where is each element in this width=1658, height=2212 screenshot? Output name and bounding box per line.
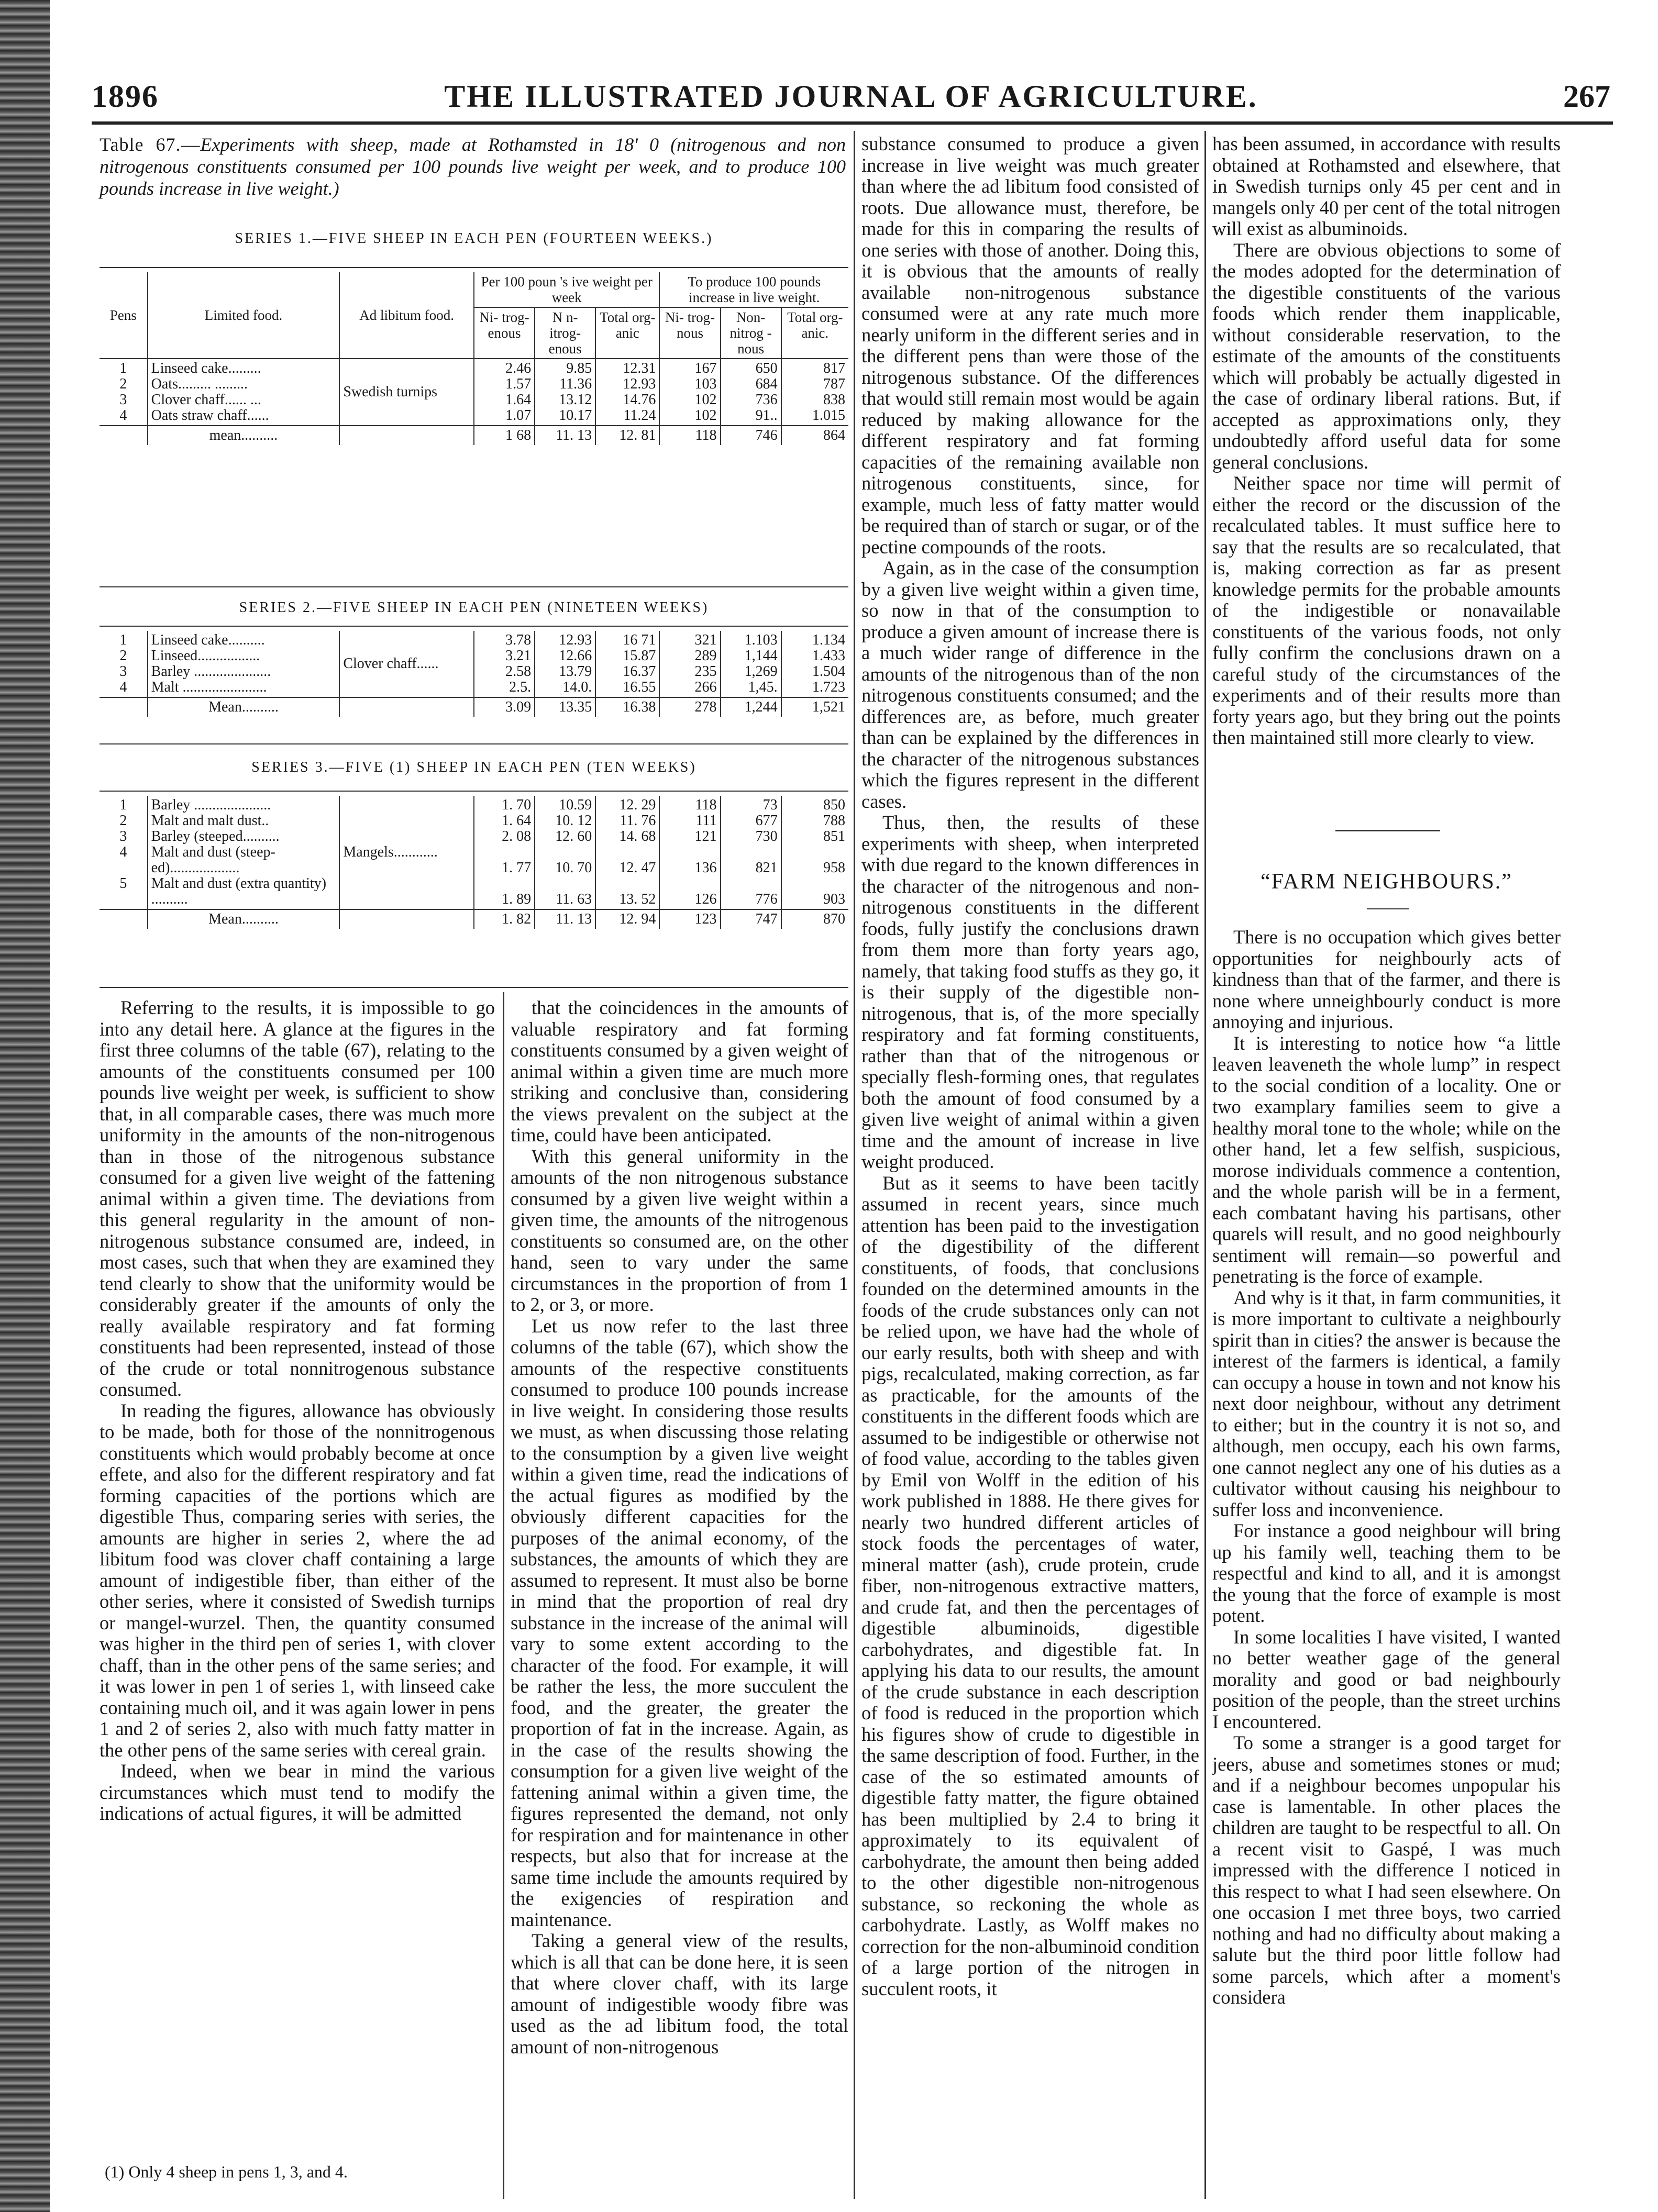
- value-cell: 1.134 1.433 1.504 1.723: [781, 631, 848, 697]
- mean-cell: 13.35: [535, 697, 595, 717]
- table-top-rule: [100, 267, 848, 268]
- paragraph: Let us now refer to the last three columns of the table (67), which show the amounts of the respective constituents consumed to produce 100 pounds increase in live weight. In considering those results we must, as when discussing those relating to the consumption by a given live weight within a given time, read the indications of the actual figures as modified by the obviously different capacities for the purposes of the animal economy, of the substances, the amounts of which they are assumed to represent. It must also be borne in mind that the proportion of real dry substance in the increase of the animal will vary to some extent according to the character of the food. For example, it will be rather the less, the more succulent the food, and the greater, the greater the proportion of fat in the increase. Again, as in the case of the results showing the consumption for a given live weight of the fattening animal within a given time, the figures represented the demand, not only for respiration and for maintenance in other respects, but also that for increase at the same time include the amounts required by the exigencies of respiration and maintenance.: [511, 1315, 848, 1930]
- sub-total: Total org- anic: [595, 307, 659, 359]
- sub-nitrog-2: Ni- trog- nous: [659, 307, 720, 359]
- adlib-food-cell: Swedish turnips: [339, 359, 474, 426]
- mean-cell: 870: [781, 909, 848, 929]
- article-column-1: [100, 997, 495, 1825]
- table-row: 1 2 3 4: [100, 359, 148, 426]
- mean-label: Mean..........: [148, 909, 340, 929]
- title-rule: [1367, 908, 1409, 909]
- mean-cell: 12. 81: [595, 426, 659, 445]
- value-cell: 16 71 15.87 16.37 16.55: [595, 631, 659, 697]
- column-rule: [503, 992, 504, 2199]
- mean-cell: 118: [659, 426, 720, 445]
- paragraph: Again, as in the case of the consumption by a given live weight within a given time, so now in that of the consumption to produce a given amount of increase there is a much wider range of difference in the amounts of the nitrogenous than of the non nitrogenous constituents consumed; and the differences are, as before, much greater than can be explained by the differences in the character of the nitrogenous substances which the figures represent in the different cases.: [861, 557, 1199, 812]
- value-cell: 817 787 838 1.015: [781, 359, 848, 426]
- table-row: 1 2 3 4: [119, 632, 127, 695]
- value-cell: 167 103 102 102: [659, 359, 720, 426]
- mean-cell: 16.38: [595, 697, 659, 717]
- group-to-produce: To produce 100 pounds increase in live weight.: [659, 272, 848, 307]
- table-rule: [100, 791, 848, 792]
- value-cell: 10.59 10. 12 12. 60 10. 70 11. 63: [535, 796, 595, 909]
- adlib-food-cell: Mangels............: [339, 796, 474, 909]
- table-caption: [100, 134, 846, 199]
- mean-cell: 3.09: [474, 697, 535, 717]
- article-column-3: [861, 134, 1199, 1999]
- mean-label: Mean..........: [148, 697, 340, 717]
- value-cell: 321 289 235 266: [659, 631, 720, 697]
- series-2-table: [100, 631, 848, 717]
- sub-nitrog: Ni- trog- enous: [474, 307, 535, 359]
- value-cell: 12.31 12.93 14.76 11.24: [595, 359, 659, 426]
- paragraph: But as it seems to have been tacitly assumed in recent years, since much attention has been paid to the investigation of the digestibility of the different constituents, of foods, that conclusions founded on the determined amounts in the foods of the crude substances only can not be relied upon, we have had the whole of our early results, both with sheep and with pigs, recalculated, making correction, as far as practicable, for the amounts of the constituents in the different foods which are assumed to be indigestible or otherwise not of food value, according to the tables given by Emil von Wolff in the edition of his work published in 1888. He there gives for nearly two hundred different articles of stock foods the percentages of water, mineral matter (ash), crude protein, crude fiber, non-nitrogenous extractive matters, and crude fat, and then the percentages of digestible albuminoids, digestible carbohydrates, and digestible fat. In applying his data to our results, the amount of the crude substance in each description of food is reduced in the proportion which his figures show of crude to digestible in the same description of food. Further, in the case of the so estimated amounts of digestible fatty matter, the figure obtained has been multiplied by 2.4 to bring it approximately to its equivalent of carbohydrate, the amount then being added to the other digestible non-nitrogenous substance, so reckoning the whole as carbohydrate. Lastly, as Wolff makes no correction for the non-albuminoid condition of a large portion of the nitrogen in succulent roots, it: [861, 1172, 1199, 1999]
- paragraph: It is interesting to notice how “a little leaven leaveneth the whole lump” in respect to the social condition of a locality. One or two examplary families seem to give a healthy moral tone to the whole; while on the other hand, let a few selfish, suspicious, morose individuals commence a contention, and the whole parish will be in a ferment, each combatant having his partisans, other quarels will result, and no good neighbourly sentiment will remain—so powerful and penetrating is the force of example.: [1212, 1032, 1561, 1287]
- limited-food-cell: Barley ..................... Malt and malt dust.. Barley (steeped.......... Malt and dust (steep-ed)................... Malt and dust (extra quantity) ..........: [148, 796, 340, 909]
- header-page-number: 267: [1563, 79, 1610, 114]
- mean-cell: 1 68: [474, 426, 535, 445]
- sub-non-nitrog: N n- itrog- enous: [535, 307, 595, 359]
- paragraph: In reading the figures, allowance has obviously to be made, both for those of the nonnitrogenous constituents which would probably become at once effete, and also for the different respiratory and fat forming capacities of the portions which are digestible Thus, comparing series with series, the amounts are higher in series 2, where the ad libitum food was clover chaff containing a large amount of indigestible fiber, than either of the other series, where it consisted of Swedish turnips or mangel-wurzel. Then, the quantity consumed was higher in the third pen of series 1, with clover chaff, than in the other pens of the same series; and it was lower in pen 1 of series 1, with linseed cake containing much oil, and it was again lower in pens 1 and 2 of series 2, also with much fatty matter in the other pens of the same series with cereal grain.: [100, 1399, 495, 1761]
- value-cell: 118 111 121 136 126: [659, 796, 720, 909]
- paragraph: To some a stranger is a good target for jeers, abuse and sometimes stones or mud; and if a neighbour becomes unpopular his case is lamentable. In other places the children are taught to be respectful to all. On a recent visit to Gaspé, I was much impressed with the difference I noticed in this respect to what I had seen elsewhere. On one occasion I met three boys, two carried nothing and had no difficulty about making a salute but the third poor little follow had some parcels, which after a moment's considera: [1212, 1732, 1561, 2008]
- mean-cell: 747: [721, 909, 781, 929]
- running-header: [92, 79, 1610, 120]
- mean-cell: 746: [721, 426, 781, 445]
- value-cell: 3.78 3.21 2.58 2.5.: [474, 631, 535, 697]
- table-caption-label: Table 67.—: [100, 134, 201, 155]
- header-rule: [92, 121, 1613, 125]
- series-1-title: SERIES 1.—FIVE SHEEP IN EACH PEN (FOURTEEN WEEKS.): [235, 230, 713, 247]
- limited-food-cell: Linseed cake.......... Linseed................. Barley ..................... Malt .......................: [148, 631, 340, 697]
- limited-food-cell: Linseed cake......... Oats......... ......... Clover chaff...... ... Oats straw chaff......: [148, 359, 340, 426]
- paragraph: Taking a general view of the results, which is all that can be done here, it is seen that where clover chaff, with its large amount of indigestible woody fibre was used as the ad libitum food, the total amount of non-nitrogenous: [511, 1930, 848, 2058]
- paragraph: In some localities I have visited, I wanted no better weather gage of the general morality and good or bad neighbourly position of the people, than the street urchins I encountered.: [1212, 1626, 1561, 1732]
- value-cell: 650 684 736 91..: [721, 359, 781, 426]
- value-cell: 850 788 851 958 903: [781, 796, 848, 909]
- series-2-title: SERIES 2.—FIVE SHEEP IN EACH PEN (NINETEEN WEEKS): [239, 599, 709, 616]
- binding-edge: [0, 0, 50, 2212]
- col-limited-food: Limited food.: [148, 272, 340, 359]
- mean-cell: 123: [659, 909, 720, 929]
- group-per-100: Per 100 poun 's ive weight per week: [474, 272, 659, 307]
- mean-cell: 12. 94: [595, 909, 659, 929]
- table-footnote: (1) Only 4 sheep in pens 1, 3, and 4.: [105, 2162, 348, 2181]
- series-1-table: [100, 272, 848, 445]
- mean-cell: 864: [781, 426, 848, 445]
- paragraph: There is no occupation which gives better opportunities for neighbourly acts of kindness than that of the farmer, and there is none where unneighbourly conduct is more annoying and injurious.: [1212, 926, 1561, 1032]
- paragraph: substance consumed to produce a given increase in live weight was much greater than where the ad libitum food consisted of roots. Due allowance must, therefore, be made for this in comparing the results of one series with those of another. Doing this, it is obvious that the amounts of really available non-nitrogenous substance consumed were at any rate much more nearly uniform in the different series and in the different pens than were those of the nitrogenous substance. Of the differences that would still remain most would be again reduced by making allowance for the different respiratory and fat forming capacities of the remaining available non nitrogenous constituents, since, for example, much less of fatty matter would be required than of starch or sugar, or of the pectine compounds of the roots.: [861, 133, 1199, 558]
- value-cell: 12. 29 11. 76 14. 68 12. 47 13. 52: [595, 796, 659, 909]
- value-cell: 73 677 730 821 776: [721, 796, 781, 909]
- paragraph: Indeed, when we bear in mind the various circumstances which must tend to modify the indications of actual figures, it will be admitted: [100, 1760, 495, 1824]
- table-row: 1 2 3 4 5: [119, 797, 127, 892]
- header-year: 1896: [92, 79, 159, 114]
- article-column-4b: [1212, 927, 1561, 2008]
- paragraph: Referring to the results, it is impossible to go into any detail here. A glance at the figures in the first three columns of the table (67), relating to the amounts of the constituents consumed per 100 pounds live weight per week, is sufficient to show that, in all comparable cases, there was much more uniformity in the amounts of the non-nitrogenous than in those of the nitrogenous substance consumed for a given live weight of the fattening animal within a given time. The deviations from this general regularity in the amount of non-nitrogenous substance consumed are, indeed, in most cases, such that when they are examined they tend clearly to show that the uniformity would be considerably greater if the amounts of only the really available respiratory and fat forming constituents had been represented, instead of those of the crude or total nonnitrogenous substance consumed.: [100, 997, 495, 1400]
- column-rule: [854, 131, 855, 2199]
- sub-total-2: Total org- anic.: [781, 307, 848, 359]
- paragraph: has been assumed, in accordance with results obtained at Rothamsted and elsewhere, that in Swedish turnips only 45 per cent and in mangels only 40 per cent of the total nitrogen will exist as albuminoids.: [1212, 133, 1561, 239]
- paragraph: Thus, then, the results of these experiments with sheep, when interpreted with due regard to the known differences in the character of the nitrogenous and non-nitrogenous constituents in the different foods, fully justify the conclusions drawn from them more than forty years ago, namely, that taking food stuffs as they go, it is their supply of the digestible non-nitrogenous, that is, of the more specially respiratory and fat forming constituents, rather than that of the nitrogenous or specially flesh-forming ones, that regulates both the amount of food consumed by a given live weight of animal within a given time and the amount of increase in live weight produced.: [861, 812, 1199, 1172]
- table-rule: [100, 743, 848, 744]
- series-3-title: SERIES 3.—FIVE (1) SHEEP IN EACH PEN (TEN WEEKS): [251, 759, 697, 775]
- table-rule: [100, 626, 848, 627]
- paragraph: Neither space nor time will permit of either the record or the discussion of the recalculated tables. It must suffice here to say that the results are so recalculated, that is, making correction as far as present knowledge permits for the probable amounts of the indigestible or nonavailable constituents of the various foods, not only fully confirm the conclusions drawn on a careful study of the circumstances of the experiments and of their results more than forty years ago, but they bring out the points then maintained still more clearly to view.: [1212, 472, 1561, 748]
- article-title: “FARM NEIGHBOURS.”: [1261, 870, 1512, 894]
- paragraph: For instance a good neighbour will bring up his family well, teaching them to be respectful and kind to all, and it is amongst the young that the force of example is most potent.: [1212, 1520, 1561, 1626]
- paragraph: There are obvious objections to some of the modes adopted for the determination of the digestible constituents of the various foods which render them inapplicable, without considerable reservation, to the estimate of the amounts of the constituents which will probably be actually digested in the case of ordinary liberal rations. But, if accepted as approximations only, they undoubtedly afford useful data for some general conclusions.: [1212, 239, 1561, 473]
- section-divider: [1335, 830, 1440, 831]
- sub-non-nitrog-2: Non- nitrog -nous: [721, 307, 781, 359]
- value-cell: 12.93 12.66 13.79 14.0.: [535, 631, 595, 697]
- col-ad-libitum: Ad libitum food.: [339, 272, 474, 359]
- series-3-table: [100, 796, 848, 929]
- value-cell: 1.103 1,144 1,269 1,45.: [721, 631, 781, 697]
- mean-cell: 1,521: [781, 697, 848, 717]
- paragraph: And why is it that, in farm communities, it is more important to cultivate a neighbourly spirit than in cities? the answer is because the interest of the farmers is identical, a family can occupy a house in town and not know his next door neighbour, without any detriment to either; but in the country it is not so, and although, men occupy, each his own farms, one cannot neglect any one of his duties as a cultivator without causing his neighbour to suffer loss and inconvenience.: [1212, 1286, 1561, 1520]
- adlib-food-cell: Clover chaff......: [339, 631, 474, 697]
- mean-cell: 11. 13: [535, 426, 595, 445]
- mean-cell: 278: [659, 697, 720, 717]
- mean-label: mean..........: [148, 426, 340, 445]
- article-column-2: [511, 997, 848, 2058]
- value-cell: 2.46 1.57 1.64 1.07: [474, 359, 535, 426]
- mean-cell: 11. 13: [535, 909, 595, 929]
- table-bottom-rule: [100, 987, 848, 988]
- mean-cell: 1,244: [721, 697, 781, 717]
- article-column-4: [1212, 134, 1561, 749]
- table-rule: [100, 586, 848, 587]
- table-caption-text: Experiments with sheep, made at Rothamsted in 18' 0 (nitrogenous and non nitrogenous constituents consumed per 100 pounds live weight per week, and to produce 100 pounds increase in live weight.): [100, 134, 846, 199]
- paragraph: that the coincidences in the amounts of valuable respiratory and fat forming constituents consumed by a given weight of animal within a given time are much more striking and conclusive than, considering the views prevalent on the subject at the time, could have been anticipated.: [511, 997, 848, 1146]
- mean-cell: 1. 82: [474, 909, 535, 929]
- header-journal-title: THE ILLUSTRATED JOURNAL OF AGRICULTURE.: [444, 79, 1258, 114]
- paragraph: With this general uniformity in the amounts of the non nitrogenous substance consumed by a given live weight within a given time, the amounts of the nitrogenous constituents so consumed are, on the other hand, seen to vary under the same circumstances in the proportion of from 1 to 2, or 3, or more.: [511, 1145, 848, 1315]
- column-rule: [1204, 131, 1206, 2199]
- value-cell: 9.85 11.36 13.12 10.17: [535, 359, 595, 426]
- col-pens: Pens: [109, 307, 137, 323]
- value-cell: 1. 70 1. 64 2. 08 1. 77 1. 89: [474, 796, 535, 909]
